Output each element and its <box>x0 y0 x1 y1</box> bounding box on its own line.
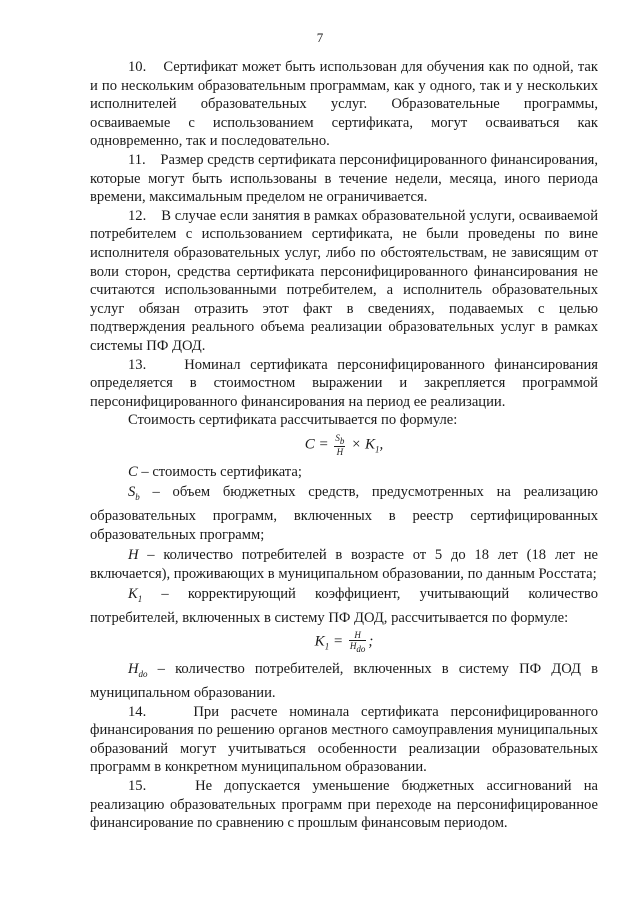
paragraph-10: 10. Сертификат может быть использован для обучения как по одной, так и по нескольким образовательным программам, как у одного, так и у нескольких исполнителей образовательных услуг. Образовательные программы, осваиваемые с использованием сертификата, могут осваиваться как одновременно, так и последовательно. <box>90 59 598 150</box>
formula2-lhs: K <box>314 633 325 650</box>
fraction2-numerator: H <box>349 630 367 641</box>
paragraph-12: 12. В случае если занятия в рамках образовательной услуги, осваиваемой потребителем с использованием сертификата, не были проведены по вине исполнителя образовательных услуг, либо по обстоятельствам, не зависящим от воли сторон, средства сертификата персонифицированного финансирования не считаются использованными потребителем, а исполнитель образовательных услуг обязан отразить этот факт в сведениях, подаваемых с целью подтверждения реального объема реализации образовательных услуг в рамках системы ПФ ДОД. <box>90 207 598 354</box>
formula2-end: ; <box>368 633 374 650</box>
definition-h: H – количество потребителей в возрасте от 5 до 18 лет (18 лет не включается), проживающих в муниципальном образовании, по данным Росстата; <box>90 547 598 582</box>
formula-fraction <box>334 433 345 457</box>
formula-times: × <box>347 436 365 453</box>
paragraph-11: 11. Размер средств сертификата персонифицированного финансирования, которые могут быть использованы в течение недели, месяца, иного периода времени, максимальным пределом не ограничивается. <box>90 151 598 206</box>
formula-certificate-cost <box>90 433 598 459</box>
definition-c: C – стоимость сертификата; <box>128 463 302 480</box>
definition-k1: $K_1$ – корректирующий коэффициент, учитывающий количество потребителей, включенных в систему ПФ ДОД, рассчитывается по формуле: <box>90 586 598 626</box>
fraction-denominator: H <box>336 446 344 457</box>
formula-k: K <box>365 436 376 453</box>
formula2-fraction <box>349 630 367 654</box>
document-body <box>90 58 598 833</box>
paragraph-14: 14. При расчете номинала сертификата персонифицированного финансирования по решению органов местного самоуправления муниципальных образований могут учитываться особенности реализации образовательных программ в конкретном муниципальном образовании. <box>90 703 598 776</box>
definition-sb: $S_b$ – объем бюджетных средств, предусмотренных на реализацию образовательных программ, включенных в реестр сертифицированных образовательных программ; <box>90 484 598 543</box>
definition-hdo: $H_{do}$ – количество потребителей, включенных в систему ПФ ДОД в муниципальном образовании. <box>90 661 598 701</box>
formula-intro: Стоимость сертификата рассчитывается по формуле: <box>128 412 458 429</box>
formula2-equals: = <box>329 633 347 650</box>
formula-k-sub: 1 <box>375 444 380 455</box>
fraction-numerator: $S_b$ <box>335 432 345 446</box>
fraction2-denominator: $H_{do}$ <box>349 641 366 655</box>
formula-k1 <box>90 630 598 656</box>
page-number: 7 <box>316 30 324 45</box>
formula-lhs: C <box>304 436 315 453</box>
formula-end: , <box>379 436 384 453</box>
paragraph-13: 13. Номинал сертификата персонифицированного финансирования определяется в стоимостном выражении и закрепляется программой персонифицированного финансирования на период ее реализации. <box>90 356 598 410</box>
formula2-lhs-sub: 1 <box>324 641 330 652</box>
paragraph-15: 15. Не допускается уменьшение бюджетных ассигнований на реализацию образовательных программ при переходе на персонифицированное финансирование по сравнению с прошлым финансовым периодом. <box>90 777 598 832</box>
formula-equals: = <box>314 436 333 453</box>
